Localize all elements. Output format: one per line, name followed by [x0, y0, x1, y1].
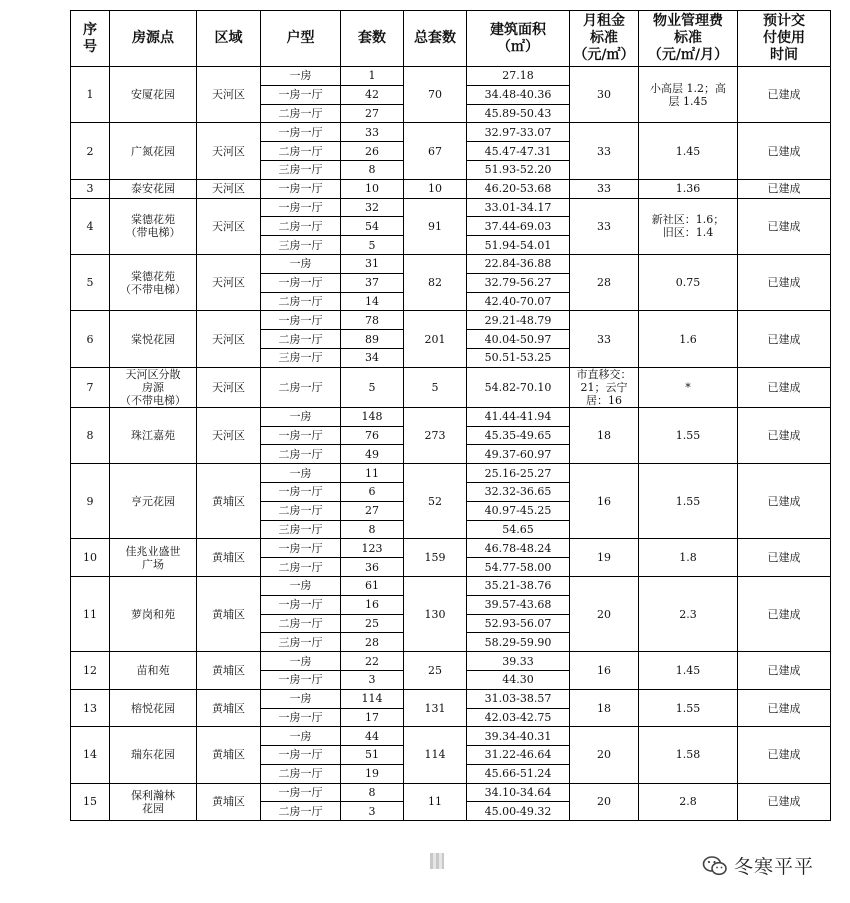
cell-fee: 1.55: [639, 689, 738, 727]
cell-area: 51.94-54.01: [467, 236, 570, 255]
table-row: [71, 407, 831, 426]
header-unit-type: 户型: [261, 11, 341, 67]
table-row: [71, 198, 831, 217]
cell-area: 50.51-53.25: [467, 348, 570, 367]
cell-sets: 42: [341, 85, 404, 104]
cell-area: 51.93-52.20: [467, 160, 570, 179]
cell-sets: 49: [341, 445, 404, 464]
cell-area: 49.37-60.97: [467, 445, 570, 464]
cell-unit-type: 一房一厅: [261, 123, 341, 142]
cell-area: 41.44-41.94: [467, 407, 570, 426]
cell-fee: 2.8: [639, 783, 738, 821]
cell-unit-type: 三房一厅: [261, 633, 341, 652]
cell-fee: 0.75: [639, 254, 738, 310]
cell-unit-type: 二房一厅: [261, 104, 341, 123]
cell-total-sets: 25: [404, 652, 467, 690]
cell-name: 保利瀚林 花园: [110, 783, 197, 821]
cell-unit-type: 一房一厅: [261, 539, 341, 558]
cell-sets: 8: [341, 160, 404, 179]
cell-sets: 31: [341, 254, 404, 273]
cell-sets: 76: [341, 426, 404, 445]
cell-district: 天河区: [197, 179, 261, 198]
cell-name: 瑞东花园: [110, 727, 197, 783]
cell-sets: 27: [341, 501, 404, 520]
cell-rent: 33: [570, 198, 639, 254]
watermark: [702, 852, 814, 879]
cell-sets: 34: [341, 348, 404, 367]
cell-unit-type: 二房一厅: [261, 501, 341, 520]
wechat-icon: [702, 855, 728, 877]
cell-date: 已建成: [738, 367, 831, 407]
cell-district: 黄埔区: [197, 539, 261, 577]
cell-unit-type: 二房一厅: [261, 367, 341, 407]
cell-sets: 61: [341, 576, 404, 595]
cell-rent: 28: [570, 254, 639, 310]
cell-unit-type: 二房一厅: [261, 558, 341, 577]
cell-unit-type: 三房一厅: [261, 520, 341, 539]
header-area: 建筑面积 （㎡）: [467, 11, 570, 67]
cell-area: 34.48-40.36: [467, 85, 570, 104]
cell-unit-type: 三房一厅: [261, 160, 341, 179]
cell-area: 40.97-45.25: [467, 501, 570, 520]
cell-sets: 11: [341, 464, 404, 483]
cell-sets: 10: [341, 179, 404, 198]
cell-total-sets: 82: [404, 254, 467, 310]
cell-sets: 27: [341, 104, 404, 123]
cell-unit-type: 二房一厅: [261, 142, 341, 161]
table-row: [71, 67, 831, 86]
header-rent: 月租金 标准 （元/㎡）: [570, 11, 639, 67]
cell-district: 天河区: [197, 407, 261, 463]
cell-unit-type: 一房一厅: [261, 179, 341, 198]
cell-sets: 25: [341, 614, 404, 633]
table-row: [71, 464, 831, 483]
cell-name: 佳兆业盛世 广场: [110, 539, 197, 577]
cell-area: 29.21-48.79: [467, 311, 570, 330]
cell-fee: 2.3: [639, 576, 738, 651]
table-row: [71, 179, 831, 198]
cell-rent: 33: [570, 311, 639, 367]
cell-area: 40.04-50.97: [467, 330, 570, 349]
cell-unit-type: 一房: [261, 254, 341, 273]
cell-area: 34.10-34.64: [467, 783, 570, 802]
cell-fee: 新社区：1.6； 旧区：1.4: [639, 198, 738, 254]
table-row: [71, 311, 831, 330]
cell-fee: 1.58: [639, 727, 738, 783]
table-body: [71, 67, 831, 821]
cell-fee: 1.36: [639, 179, 738, 198]
cell-unit-type: 一房: [261, 652, 341, 671]
cell-area: 42.03-42.75: [467, 708, 570, 727]
cell-rent: 18: [570, 689, 639, 727]
table-row: [71, 123, 831, 142]
cell-district: 黄埔区: [197, 652, 261, 690]
cell-fee: 1.8: [639, 539, 738, 577]
cell-area: 54.82-70.10: [467, 367, 570, 407]
cell-name: 天河区分散 房源 （不带电梯）: [110, 367, 197, 407]
cell-fee: 1.45: [639, 123, 738, 179]
cell-unit-type: 二房一厅: [261, 330, 341, 349]
cell-district: 黄埔区: [197, 576, 261, 651]
cell-seq: 14: [71, 727, 110, 783]
header-date: 预计交 付使用 时间: [738, 11, 831, 67]
header-seq: 序 号: [71, 11, 110, 67]
cell-total-sets: 52: [404, 464, 467, 539]
cell-district: 天河区: [197, 367, 261, 407]
cell-area: 31.03-38.57: [467, 689, 570, 708]
cell-date: 已建成: [738, 539, 831, 577]
cell-date: 已建成: [738, 689, 831, 727]
cell-area: 33.01-34.17: [467, 198, 570, 217]
cell-seq: 1: [71, 67, 110, 123]
cell-seq: 8: [71, 407, 110, 463]
cell-area: 27.18: [467, 67, 570, 86]
cell-rent: 19: [570, 539, 639, 577]
cell-rent: 33: [570, 123, 639, 179]
cell-rent: 16: [570, 652, 639, 690]
table-row: [71, 727, 831, 746]
table-row: [71, 254, 831, 273]
header-fee: 物业管理费 标准 （元/㎡/月）: [639, 11, 738, 67]
cell-area: 39.34-40.31: [467, 727, 570, 746]
cell-area: 32.97-33.07: [467, 123, 570, 142]
cell-rent: 20: [570, 783, 639, 821]
cell-rent: 18: [570, 407, 639, 463]
cell-fee: *: [639, 367, 738, 407]
cell-date: 已建成: [738, 123, 831, 179]
cell-total-sets: 131: [404, 689, 467, 727]
cell-area: 44.30: [467, 670, 570, 689]
cell-rent: 30: [570, 67, 639, 123]
cell-district: 天河区: [197, 198, 261, 254]
cell-fee: 1.55: [639, 407, 738, 463]
cell-unit-type: 一房一厅: [261, 85, 341, 104]
cell-unit-type: 一房一厅: [261, 708, 341, 727]
cell-name: 榕悦花园: [110, 689, 197, 727]
cell-sets: 123: [341, 539, 404, 558]
cell-fee: 1.55: [639, 464, 738, 539]
cell-seq: 5: [71, 254, 110, 310]
cell-district: 天河区: [197, 254, 261, 310]
cell-sets: 78: [341, 311, 404, 330]
cell-area: 46.20-53.68: [467, 179, 570, 198]
cell-area: 31.22-46.64: [467, 746, 570, 765]
cell-sets: 51: [341, 746, 404, 765]
cell-seq: 10: [71, 539, 110, 577]
page-number-mark: [430, 853, 444, 869]
cell-unit-type: 一房: [261, 67, 341, 86]
cell-date: 已建成: [738, 311, 831, 367]
cell-sets: 5: [341, 236, 404, 255]
header-total-sets: 总套数: [404, 11, 467, 67]
cell-unit-type: 二房一厅: [261, 764, 341, 783]
cell-total-sets: 10: [404, 179, 467, 198]
cell-seq: 12: [71, 652, 110, 690]
cell-area: 22.84-36.88: [467, 254, 570, 273]
cell-sets: 3: [341, 802, 404, 821]
cell-area: 58.29-59.90: [467, 633, 570, 652]
cell-rent: 20: [570, 576, 639, 651]
cell-name: 苗和苑: [110, 652, 197, 690]
cell-name: 安厦花园: [110, 67, 197, 123]
cell-area: 39.57-43.68: [467, 595, 570, 614]
cell-rent: 20: [570, 727, 639, 783]
cell-sets: 16: [341, 595, 404, 614]
cell-district: 天河区: [197, 311, 261, 367]
cell-sets: 89: [341, 330, 404, 349]
cell-seq: 6: [71, 311, 110, 367]
cell-name: 泰安花园: [110, 179, 197, 198]
table-row: [71, 652, 831, 671]
cell-district: 黄埔区: [197, 464, 261, 539]
cell-unit-type: 三房一厅: [261, 236, 341, 255]
cell-sets: 17: [341, 708, 404, 727]
cell-fee: 1.6: [639, 311, 738, 367]
cell-sets: 22: [341, 652, 404, 671]
cell-sets: 8: [341, 783, 404, 802]
cell-total-sets: 11: [404, 783, 467, 821]
cell-area: 54.77-58.00: [467, 558, 570, 577]
cell-name: 珠江嘉苑: [110, 407, 197, 463]
cell-total-sets: 5: [404, 367, 467, 407]
cell-name: 萝岗和苑: [110, 576, 197, 651]
cell-name: 亨元花园: [110, 464, 197, 539]
cell-date: 已建成: [738, 464, 831, 539]
cell-seq: 9: [71, 464, 110, 539]
cell-area: 45.89-50.43: [467, 104, 570, 123]
cell-unit-type: 二房一厅: [261, 217, 341, 236]
cell-area: 25.16-25.27: [467, 464, 570, 483]
cell-date: 已建成: [738, 198, 831, 254]
cell-unit-type: 一房一厅: [261, 198, 341, 217]
cell-sets: 32: [341, 198, 404, 217]
cell-rent: 市直移交： 21；云宁 居：16: [570, 367, 639, 407]
cell-area: 54.65: [467, 520, 570, 539]
header-district: 区域: [197, 11, 261, 67]
cell-area: 45.66-51.24: [467, 764, 570, 783]
cell-sets: 36: [341, 558, 404, 577]
cell-sets: 28: [341, 633, 404, 652]
cell-total-sets: 91: [404, 198, 467, 254]
cell-sets: 1: [341, 67, 404, 86]
cell-total-sets: 130: [404, 576, 467, 651]
cell-fee: 小高层 1.2；高 层 1.45: [639, 67, 738, 123]
cell-date: 已建成: [738, 727, 831, 783]
cell-sets: 33: [341, 123, 404, 142]
table-row: [71, 576, 831, 595]
cell-seq: 4: [71, 198, 110, 254]
cell-unit-type: 一房: [261, 689, 341, 708]
cell-sets: 148: [341, 407, 404, 426]
cell-district: 天河区: [197, 67, 261, 123]
cell-total-sets: 70: [404, 67, 467, 123]
cell-sets: 44: [341, 727, 404, 746]
cell-unit-type: 一房一厅: [261, 273, 341, 292]
cell-district: 天河区: [197, 123, 261, 179]
cell-unit-type: 二房一厅: [261, 802, 341, 821]
cell-area: 45.35-49.65: [467, 426, 570, 445]
header-name: 房源点: [110, 11, 197, 67]
cell-area: 35.21-38.76: [467, 576, 570, 595]
cell-unit-type: 一房一厅: [261, 482, 341, 501]
cell-area: 45.00-49.32: [467, 802, 570, 821]
cell-name: 棠德花苑 （不带电梯）: [110, 254, 197, 310]
cell-unit-type: 二房一厅: [261, 614, 341, 633]
cell-unit-type: 一房: [261, 727, 341, 746]
cell-seq: 3: [71, 179, 110, 198]
table-row: [71, 539, 831, 558]
cell-seq: 15: [71, 783, 110, 821]
cell-date: 已建成: [738, 67, 831, 123]
cell-date: 已建成: [738, 576, 831, 651]
header-row: [71, 11, 831, 67]
cell-area: 52.93-56.07: [467, 614, 570, 633]
header-sets: 套数: [341, 11, 404, 67]
cell-unit-type: 二房一厅: [261, 292, 341, 311]
cell-area: 39.33: [467, 652, 570, 671]
cell-unit-type: 一房一厅: [261, 311, 341, 330]
cell-seq: 11: [71, 576, 110, 651]
cell-unit-type: 一房一厅: [261, 746, 341, 765]
cell-area: 46.78-48.24: [467, 539, 570, 558]
cell-date: 已建成: [738, 254, 831, 310]
cell-district: 黄埔区: [197, 783, 261, 821]
cell-sets: 6: [341, 482, 404, 501]
cell-total-sets: 159: [404, 539, 467, 577]
table-row: [71, 689, 831, 708]
cell-name: 广氮花园: [110, 123, 197, 179]
cell-sets: 37: [341, 273, 404, 292]
cell-fee: 1.45: [639, 652, 738, 690]
cell-district: 黄埔区: [197, 689, 261, 727]
cell-seq: 13: [71, 689, 110, 727]
cell-sets: 8: [341, 520, 404, 539]
cell-sets: 19: [341, 764, 404, 783]
cell-sets: 5: [341, 367, 404, 407]
cell-sets: 114: [341, 689, 404, 708]
cell-area: 32.79-56.27: [467, 273, 570, 292]
cell-area: 37.44-69.03: [467, 217, 570, 236]
cell-seq: 7: [71, 367, 110, 407]
cell-unit-type: 一房: [261, 576, 341, 595]
cell-date: 已建成: [738, 407, 831, 463]
cell-area: 45.47-47.31: [467, 142, 570, 161]
cell-district: 黄埔区: [197, 727, 261, 783]
cell-area: 42.40-70.07: [467, 292, 570, 311]
table-row: [71, 783, 831, 802]
cell-total-sets: 114: [404, 727, 467, 783]
cell-unit-type: 一房一厅: [261, 670, 341, 689]
cell-unit-type: 一房一厅: [261, 426, 341, 445]
cell-total-sets: 273: [404, 407, 467, 463]
cell-seq: 2: [71, 123, 110, 179]
cell-rent: 16: [570, 464, 639, 539]
cell-sets: 26: [341, 142, 404, 161]
cell-unit-type: 三房一厅: [261, 348, 341, 367]
cell-sets: 3: [341, 670, 404, 689]
cell-area: 32.32-36.65: [467, 482, 570, 501]
cell-total-sets: 201: [404, 311, 467, 367]
cell-date: 已建成: [738, 783, 831, 821]
cell-rent: 33: [570, 179, 639, 198]
cell-total-sets: 67: [404, 123, 467, 179]
cell-unit-type: 一房: [261, 464, 341, 483]
cell-date: 已建成: [738, 179, 831, 198]
cell-unit-type: 一房一厅: [261, 783, 341, 802]
cell-unit-type: 二房一厅: [261, 445, 341, 464]
housing-table: [70, 10, 831, 821]
cell-name: 棠悦花园: [110, 311, 197, 367]
cell-unit-type: 一房一厅: [261, 595, 341, 614]
watermark-text: 冬寒平平: [734, 856, 815, 878]
cell-unit-type: 一房: [261, 407, 341, 426]
cell-date: 已建成: [738, 652, 831, 690]
cell-name: 棠德花苑 （带电梯）: [110, 198, 197, 254]
cell-sets: 54: [341, 217, 404, 236]
cell-sets: 14: [341, 292, 404, 311]
table-row: [71, 367, 831, 407]
